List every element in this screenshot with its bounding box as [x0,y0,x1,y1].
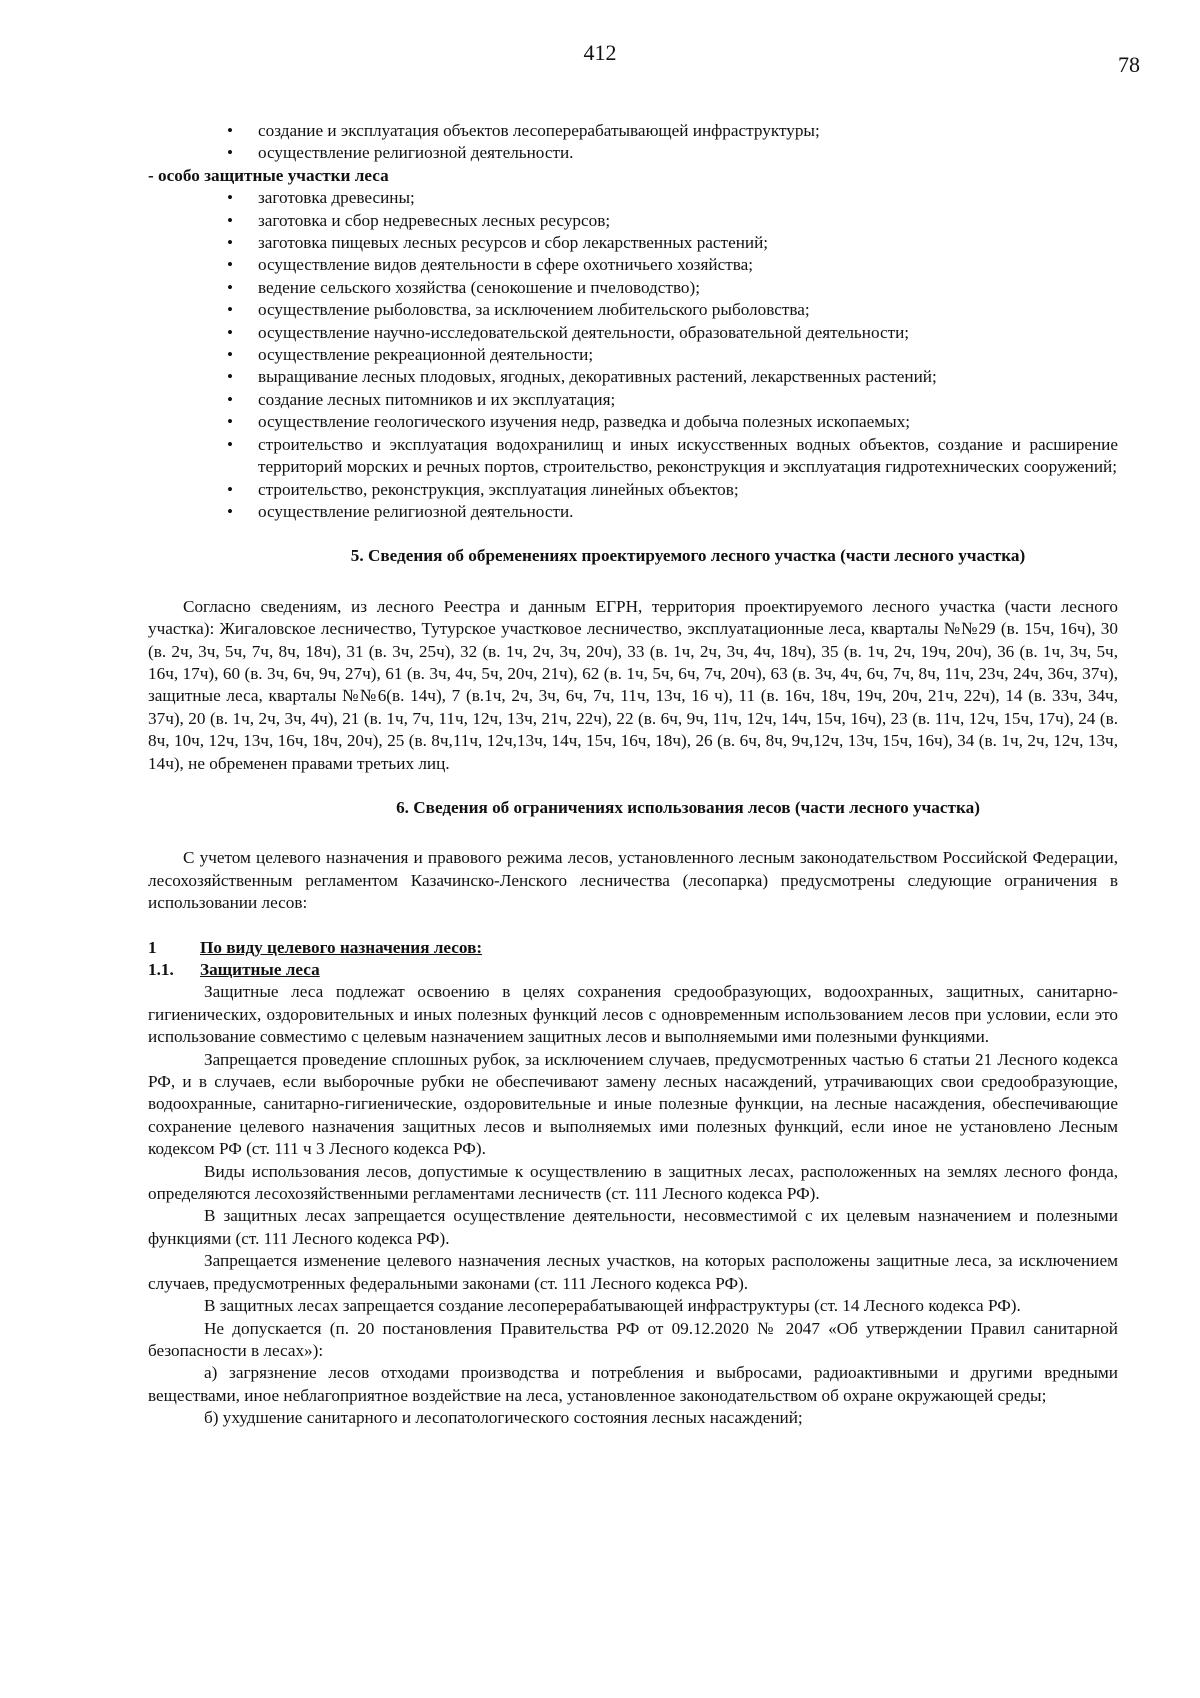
list-item: • выращивание лесных плодовых, ягодных, декоративных растений, лекарственных растений; [258,366,1118,388]
heading-1-1-text: Защитные леса [200,960,320,979]
bullet-icon: • [227,501,234,521]
bullet-icon: • [227,277,234,297]
list-item: • осуществление видов деятельности в сфере охотничьего хозяйства; [258,254,1118,276]
bullet-list-b [148,187,1118,523]
paragraph: В защитных лесах запрещается создание лесоперерабатывающей инфраструктуры (ст. 14 Лесного кодекса РФ). [204,1296,1021,1316]
list-item: • создание лесных питомников и их эксплуатация; [258,389,1118,411]
page-number-right: 78 [1118,52,1140,77]
bullet-icon: • [227,300,234,320]
paragraph: В защитных лесах запрещается осуществление деятельности, несовместимой с их целевым назначением и полезными функциями (ст. 111 Лесного кодекса РФ). [148,1206,1118,1248]
paragraph: а) загрязнение лесов отходами производства и потребления и выбросами, радиоактивными и другими вредными веществами, иное неблагоприятное воздействие на леса, установленное законодательством об охране окружающей среды; [148,1363,1118,1405]
section-5-text: Согласно сведениям, из лесного Реестра и данным ЕГРН, территория проектируемого лесного участка (части лесного участка): Жигаловское лесничество, Тутурское участковое лесничество, эксплуатационные леса, кварталы №№29 (в. 15ч, 16ч), 30 (в. 2ч, 3ч, 5ч, 7ч, 8ч, 18ч), 31 (в. 3ч, 25ч), 32 (в. 1ч, 2ч, 3ч, 20ч), 33 (в. 1ч, 2ч, 3ч, 4ч, 18ч), 35 (в. 1ч, 2ч, 19ч, 20ч), 36 (в. 1ч, 3ч, 5ч, 16ч, 17ч), 60 (в. 3ч, 6ч, 9ч, 27ч), 61 (в. 3ч, 4ч, 5ч, 20ч, 21ч), 62 (в. 1ч, 5ч, 6ч, 7ч, 20ч), 63 (в. 3ч, 4ч, 6ч, 7ч, 8ч, 11ч, 23ч, 24ч, 36ч, 37ч), защитные леса, кварталы №№6(в. 14ч), 7 (в.1ч, 2ч, 3ч, 6ч, 7ч, 11ч, 13ч, 16 ч), 11 (в. 16ч, 18ч, 19ч, 20ч, 21ч, 22ч), 14 (в. 33ч, 34ч, 37ч), 20 (в. 1ч, 2ч, 3ч, 4ч), 21 (в. 1ч, 7ч, 11ч, 12ч, 13ч, 21ч, 22ч), 22 (в. 6ч, 9ч, 11ч, 12ч, 14ч, 15ч, 16ч), 23 (в. 11ч, 12ч, 15ч, 17ч), 24 (в. 8ч, 10ч, 12ч, 13ч, 16ч, 18ч, 20ч), 25 (в. 8ч,11ч, 12ч,13ч, 14ч, 15ч, 16ч, 18ч), 26 (в. 6ч, 8ч, 9ч,12ч, 13ч, 15ч, 16ч), 34 (в. 1ч, 2ч, 12ч, 13ч, 14ч), не обременен правами третьих лиц. [148,596,1118,773]
bullet-icon: • [227,233,234,253]
document-body [148,120,1118,1430]
subheading-especially-protective: - особо защитные участки леса [148,165,389,185]
section-6-intro: С учетом целевого назначения и правового режима лесов, установленного лесным законодательством Российской Федерации, лесохозяйственным регламентом Казачинско-Ленского лесничества (лесопарка) предусмотрены следующие ограничения в использовании лесов: [148,848,1118,913]
page-number-top: 412 [583,40,617,65]
paragraph: Не допускается (п. 20 постановления Правительства РФ от 09.12.2020 № 2047 «Об утверждении Правил санитарной безопасности в лесах»): [148,1318,1118,1360]
list-item: • заготовка пищевых лесных ресурсов и сбор лекарственных растений; [258,232,1118,254]
list-item: • осуществление геологического изучения недр, разведка и добыча полезных ископаемых; [258,411,1118,433]
section-5-title: 5. Сведения об обременениях проектируемого лесного участка (части лесного участка) [350,546,1026,566]
bullet-icon: • [227,143,234,163]
bullet-list-a [148,120,1118,165]
paragraph: Защитные леса подлежат освоению в целях сохранения средообразующих, водоохранных, защитных, санитарно-гигиенических, оздоровительных и иных полезных функций лесов с одновременным использованием лесов при условии, если это использование совместимо с целевым назначением защитных лесов и выполняемыми ими полезными функциями. [148,982,1118,1047]
list-item: • создание и эксплуатация объектов лесоперерабатывающей инфраструктуры; [258,120,1118,142]
heading-1-text: По виду целевого назначения лесов: [200,937,483,957]
bullet-icon: • [227,255,234,275]
bullet-icon: • [227,389,234,409]
list-item: • строительство, реконструкция, эксплуатация линейных объектов; [258,479,1118,501]
list-item: • строительство и эксплуатация водохранилищ и иных искусственных водных объектов, создание и расширение территорий морских и речных портов, строительство, реконструкция и эксплуатация гидротехнических сооружений; [227,434,1118,477]
bullet-icon: • [227,367,234,387]
list-item: • осуществление религиозной деятельности. [258,142,1118,164]
list-item: • заготовка древесины; [258,187,1118,209]
bullet-icon: • [227,210,234,230]
section-6-title: 6. Сведения об ограничениях использования лесов (части лесного участка) [396,797,980,817]
list-item: • осуществление научно-исследовательской деятельности, образовательной деятельности; [258,322,1118,344]
heading-1-1-number: 1.1. [148,960,174,979]
bullet-icon: • [227,412,234,432]
bullet-icon: • [227,322,234,342]
paragraph: б) ухудшение санитарного и лесопатологического состояния лесных насаждений; [204,1408,803,1428]
bullet-icon: • [227,434,234,454]
list-item: • осуществление религиозной деятельности. [258,501,1118,523]
heading-1 [148,937,1118,959]
list-item: • осуществление рекреационной деятельности; [258,344,1118,366]
paragraph: Запрещается изменение целевого назначения лесных участков, на которых расположены защитные леса, за исключением случаев, предусмотренных федеральными законами (ст. 111 Лесного кодекса РФ). [148,1251,1118,1293]
heading-1-number: 1 [148,937,157,957]
bullet-icon: • [227,188,234,208]
bullet-icon: • [227,345,234,365]
list-item: • заготовка и сбор недревесных лесных ресурсов; [258,210,1118,232]
heading-1-1 [148,959,1118,981]
bullet-icon: • [227,121,234,140]
list-item: • ведение сельского хозяйства (сенокошение и пчеловодство); [258,277,1118,299]
list-item: • осуществление рыболовства, за исключением любительского рыболовства; [258,299,1118,321]
paragraph: Запрещается проведение сплошных рубок, за исключением случаев, предусмотренных частью 6 статьи 21 Лесного кодекса РФ, и в случаев, если выборочные рубки не обеспечивают замену лесных насаждений, утрачивающих свои средообразующие, водоохранные, санитарно-гигиенические, оздоровительные и иные полезные функции, на лесные насаждения, обеспечивающие сохранение целевого назначения защитных лесов и выполняемых ими полезных функций, если иное не установлено Лесным кодексом РФ (ст. 111 ч 3 Лесного кодекса РФ). [148,1049,1118,1159]
paragraph: Виды использования лесов, допустимые к осуществлению в защитных лесах, расположенных на землях лесного фонда, определяются лесохозяйственными регламентами лесничеств (ст. 111 Лесного кодекса РФ). [148,1161,1118,1204]
bullet-icon: • [227,479,234,499]
